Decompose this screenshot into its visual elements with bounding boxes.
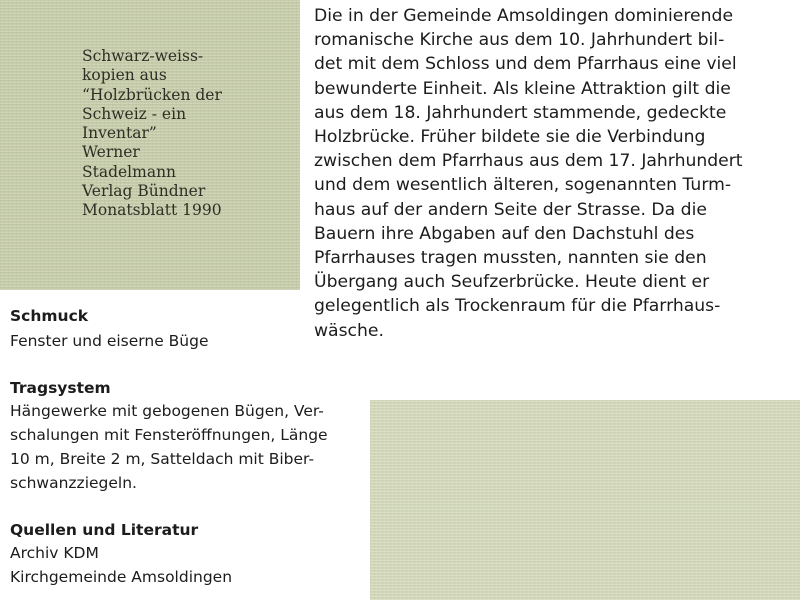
section-quellen — [10, 519, 365, 589]
section-title-quellen: Quellen und Literatur — [10, 521, 199, 539]
caption-paper-panel — [0, 0, 300, 290]
section-tragsystem — [10, 377, 365, 495]
description-panel — [300, 0, 800, 400]
section-title-tragsystem: Tragsystem — [10, 379, 111, 397]
bridge-description-text: Die in der Gemeinde Amsoldingen dominierende romanische Kirche aus dem 10. Jahrhundert bil- det mit dem Schloss und dem Pfarrhaus eine viel bewunderte Einheit. Als kleine Attraktion gilt die aus dem 18. Jahrhundert stammende, gedeckte Holzbrücke. Früher bildete sie die Verbindung zwischen dem Pfarrhaus aus dem 17. Jahrhundert und dem wesentlich älteren, sogenannten Turm- haus auf der andern Seite der Strasse. Da die Bauern ihre Abgaben auf den Dachstuhl des Pfarrhauses tragen mussten, nannten sie den Übergang auch Seufzerbrücke. Heute dient er gelegentlich als Trockenraum für die Pfarrhaus- wäsche. — [314, 6, 743, 341]
section-body-tragsystem: Hängewerke mit gebogenen Bügen, Ver- schalungen mit Fensteröffnungen, Länge 10 m, Breite 2 m, Satteldach mit Biber- schwanzziegeln. — [10, 402, 328, 492]
section-title-schmuck: Schmuck — [10, 307, 89, 325]
section-schmuck — [10, 305, 365, 353]
section-body-schmuck: Fenster und eiserne Büge — [10, 332, 209, 350]
details-panel — [10, 305, 365, 613]
source-caption: Schwarz-weiss- kopien aus “Holzbrücken der Schweiz - ein Inventar” Werner Stadelmann Verlag Bündner Monatsblatt 1990 — [82, 47, 222, 220]
blank-paper-panel — [370, 400, 800, 600]
section-body-quellen: Archiv KDM Kirchgemeinde Amsoldingen — [10, 544, 233, 586]
